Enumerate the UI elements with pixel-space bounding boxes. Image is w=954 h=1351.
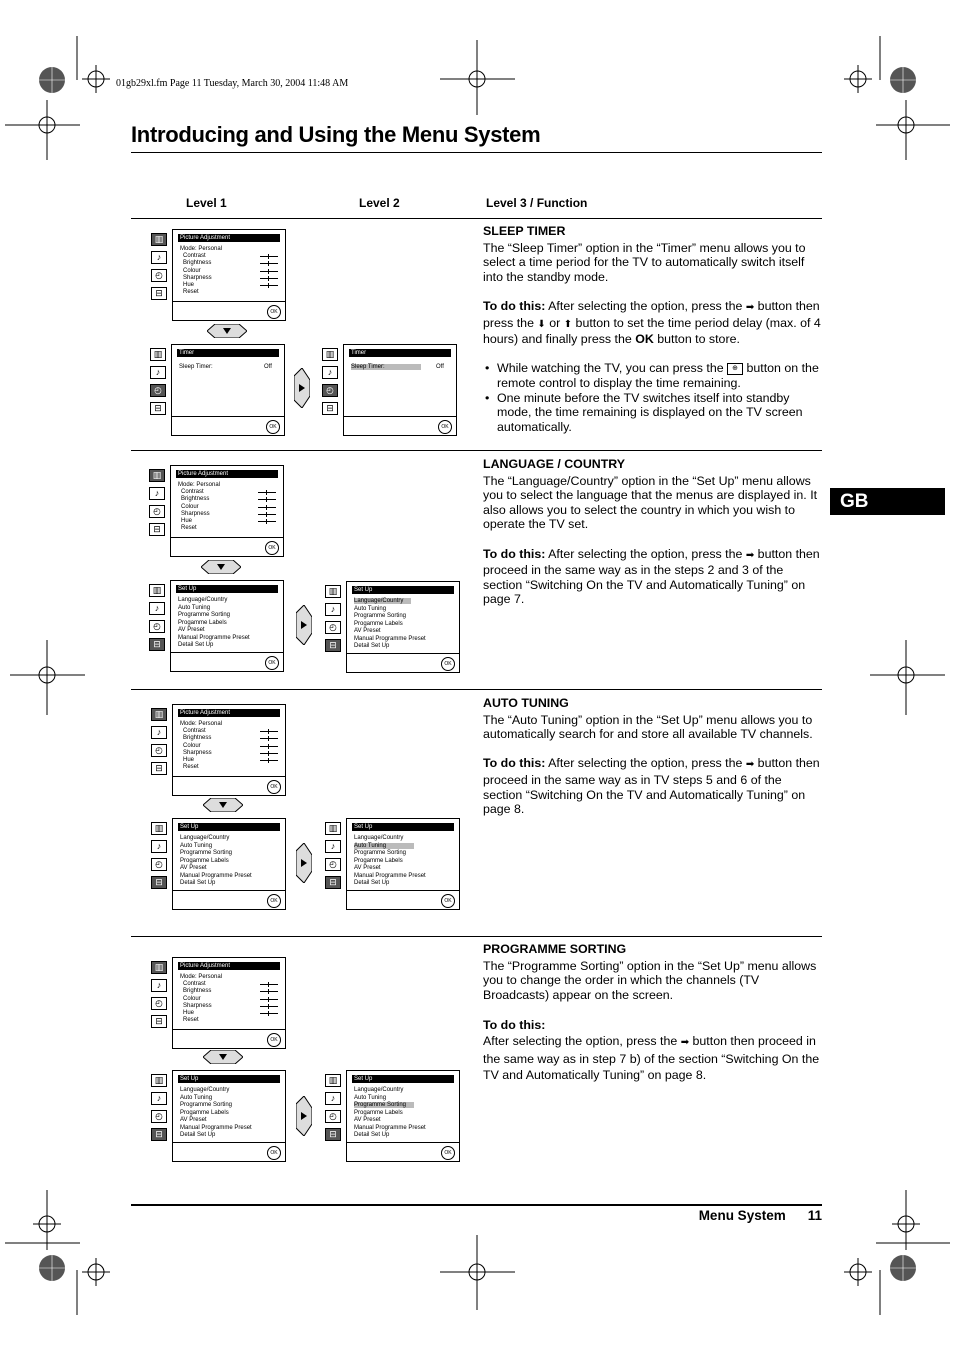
timer-icon: ◴ [325,621,341,634]
setup-icon: ⊟ [151,876,167,889]
menu-screen-setup: ▥ ♪ ◴ ⊟ Set Up Language/Country Auto Tuning Programme Sorting Progamme Labels AV Preset Manual Programme Preset Detail Set Up OK [151,818,286,910]
section-instructions: To do this: After selecting the option, press the ➡ button then proceed in the same way as in the steps 2 and 3 of the section “Switching On the TV and Automatically Tuning” on page 7. [483,546,820,607]
picture-icon: ▥ [150,348,166,361]
setup-icon: ⊟ [150,402,166,415]
menu-header: Set Up [352,586,454,594]
setup-icon: ⊟ [151,287,167,300]
setup-icon: ⊟ [151,762,167,775]
menu-screen-setup: ▥ ♪ ◴ ⊟ Set Up Language/Country Auto Tuning Programme Sorting Progamme Labels AV Preset Manual Programme Preset Detail Set Up OK [149,580,284,672]
setup-icon: ⊟ [151,1128,167,1141]
menu-screen-picture: ▥ ♪ ◴ ⊟ Picture Adjustment Mode: Personal Contrast Brightness Colour Sharpness Hue Reset OK [151,704,286,796]
language-tab: GB [830,488,945,515]
menu-screen-setup-programme-sorting: ▥ ♪ ◴ ⊟ Set Up Language/Country Auto Tuning Programme Sorting Progamme Labels AV Preset Manual Programme Preset Detail Set Up OK [325,1070,460,1162]
menu-screen-setup-auto-tuning: ▥ ♪ ◴ ⊟ Set Up Language/Country Auto Tuning Programme Sorting Progamme Labels AV Preset Manual Programme Preset Detail Set Up OK [325,818,460,910]
print-header: 01gb29xl.fm Page 11 Tuesday, March 30, 2004 11:48 AM [116,78,349,89]
section-instructions: To do this: After selecting the option, press the ➡ button then proceed in the same way as in step 7 b) of the section “Switching On the TV and Automatically Tuning” on page 8. [483,1017,820,1082]
column-level1: Level 1 [186,196,227,210]
right-arrow-icon: ➡ [745,549,755,561]
picture-icon: ▥ [151,822,167,835]
sound-icon: ♪ [151,979,167,992]
section-intro: The “Auto Tuning” option in the “Set Up” menu allows you to automatically search for and store all available TV channels. [483,712,813,742]
sound-icon: ♪ [151,1092,167,1105]
menu-mode: Mode: Personal [180,246,223,252]
picture-icon: ▥ [151,1074,167,1087]
section-instructions: To do this: After selecting the option, press the ➡ button then press the ⬇ or ⬆ button to set the time period delay (max. of 4 hours) and finally press the OK button to store. [483,298,821,347]
menu-header: Timer [349,349,451,357]
column-level2: Level 2 [359,196,400,210]
ok-icon: OK [438,420,452,434]
timer-icon: ◴ [325,1110,341,1123]
setup-icon: ⊟ [325,1128,341,1141]
sound-icon: ♪ [325,1092,341,1105]
menu-screen-picture: ▥ ♪ ◴ ⊟ Picture Adjustment Mode: Personal Contrast Brightness Colour Sharpness Hue Reset OK [151,229,286,321]
picture-icon: ▥ [325,1074,341,1087]
timer-icon: ◴ [149,505,165,518]
right-arrow-icon: ➡ [680,1036,690,1048]
ok-icon: OK [441,657,455,671]
setup-icon: ⊟ [151,1015,167,1028]
menu-header: Picture Adjustment [176,470,278,478]
picture-icon: ▥ [322,348,338,361]
info-button-icon: ⊕ [727,363,743,375]
list-item: • One minute before the TV switches itself into standby mode, the time remaining is displayed on the TV screen automatically. [483,391,823,435]
picture-icon: ▥ [151,233,167,246]
timer-icon: ◴ [151,269,167,282]
setup-icon: ⊟ [325,639,341,652]
sound-icon: ♪ [149,602,165,615]
sound-icon: ♪ [150,366,166,379]
column-level3: Level 3 / Function [486,196,588,210]
sound-icon: ♪ [325,840,341,853]
menu-header: Picture Adjustment [178,962,280,970]
list-item: • While watching the TV, you can press the ⊕ button on the remote control to display the time remaining. [483,361,823,390]
footer-section: Menu System [698,1208,786,1223]
section-intro: The “Programme Sorting” option in the “Set Up” menu allows you to change the order in which the channels (TV Broadcasts) appear on the screen. [483,958,817,1002]
timer-icon: ◴ [151,997,167,1010]
section-heading: AUTO TUNING [483,696,569,710]
menu-header: Set Up [352,823,454,831]
sound-icon: ♪ [325,603,341,616]
right-arrow-icon: ➡ [745,301,755,313]
picture-icon: ▥ [325,585,341,598]
menu-screen-picture: ▥ ♪ ◴ ⊟ Picture Adjustment Mode: Personal Contrast Brightness Colour Sharpness Hue Reset OK [149,465,284,557]
timer-icon: ◴ [151,1110,167,1123]
menu-header: Set Up [178,1075,280,1083]
menu-header: Set Up [352,1075,454,1083]
sound-icon: ♪ [151,726,167,739]
picture-icon: ▥ [151,708,167,721]
section-instructions: To do this: After selecting the option, press the ➡ button then proceed in the same way as in TV steps 5 and 6 of the section “Switching On the TV and Automatically Tuning” on page 8. [483,756,820,817]
down-arrow-icon: ⬇ [537,318,546,330]
setup-icon: ⊟ [322,402,338,415]
ok-icon: OK [267,1033,281,1047]
sound-icon: ♪ [149,487,165,500]
up-arrow-icon: ⬆ [563,318,573,330]
ok-icon: OK [267,305,281,319]
picture-icon: ▥ [149,469,165,482]
ok-icon: OK [267,780,281,794]
menu-screen-setup: ▥ ♪ ◴ ⊟ Set Up Language/Country Auto Tuning Programme Sorting Progamme Labels AV Preset Manual Programme Preset Detail Set Up OK [151,1070,286,1162]
ok-icon: OK [441,1146,455,1160]
menu-header: Timer [177,349,279,357]
picture-icon: ▥ [325,822,341,835]
sound-icon: ♪ [151,840,167,853]
picture-icon: ▥ [151,961,167,974]
menu-screen-timer: ▥ ♪ ◴ ⊟ Timer Sleep Timer: Off OK [150,344,285,436]
section-heading: SLEEP TIMER [483,224,566,238]
setup-icon: ⊟ [149,523,165,536]
menu-screen-picture: ▥ ♪ ◴ ⊟ Picture Adjustment Mode: Personal Contrast Brightness Colour Sharpness Hue Reset OK [151,957,286,1049]
menu-screen-timer-selected: ▥ ♪ ◴ ⊟ Timer Sleep Timer: Off OK [322,344,457,436]
section-intro: The “Language/Country” option in the “Set Up” menu allows you to select the language that the menus are displayed in. It also allows you to select the country in which you wish to operate the TV set. [483,473,818,532]
ok-icon: OK [441,894,455,908]
menu-header: Set Up [176,585,278,593]
ok-icon: OK [266,420,280,434]
menu-header: Picture Adjustment [178,234,280,242]
setup-icon: ⊟ [325,876,341,889]
setup-icon: ⊟ [149,638,165,651]
timer-icon: ◴ [151,858,167,871]
ok-icon: OK [265,541,279,555]
section-heading: PROGRAMME SORTING [483,942,627,956]
timer-icon: ◴ [325,858,341,871]
right-arrow-icon: ➡ [745,759,755,771]
ok-icon: OK [267,894,281,908]
sound-icon: ♪ [151,251,167,264]
menu-header: Picture Adjustment [178,709,280,717]
timer-icon: ◴ [149,620,165,633]
page-title: Introducing and Using the Menu System [131,122,541,147]
section-heading: LANGUAGE / COUNTRY [483,457,626,471]
ok-icon: OK [265,656,279,670]
timer-icon: ◴ [322,384,338,397]
picture-icon: ▥ [149,584,165,597]
section-intro: The “Sleep Timer” option in the “Timer” menu allows you to select a time period for the TV to automatically switch itself into the standby mode. [483,240,806,284]
menu-header: Set Up [178,823,280,831]
page-number: 11 [807,1208,822,1223]
ok-icon: OK [267,1146,281,1160]
timer-icon: ◴ [151,744,167,757]
menu-screen-setup-language: ▥ ♪ ◴ ⊟ Set Up Language/Country Auto Tuning Programme Sorting Progamme Labels AV Preset Manual Programme Preset Detail Set Up OK [325,581,460,673]
sound-icon: ♪ [322,366,338,379]
timer-icon: ◴ [150,384,166,397]
